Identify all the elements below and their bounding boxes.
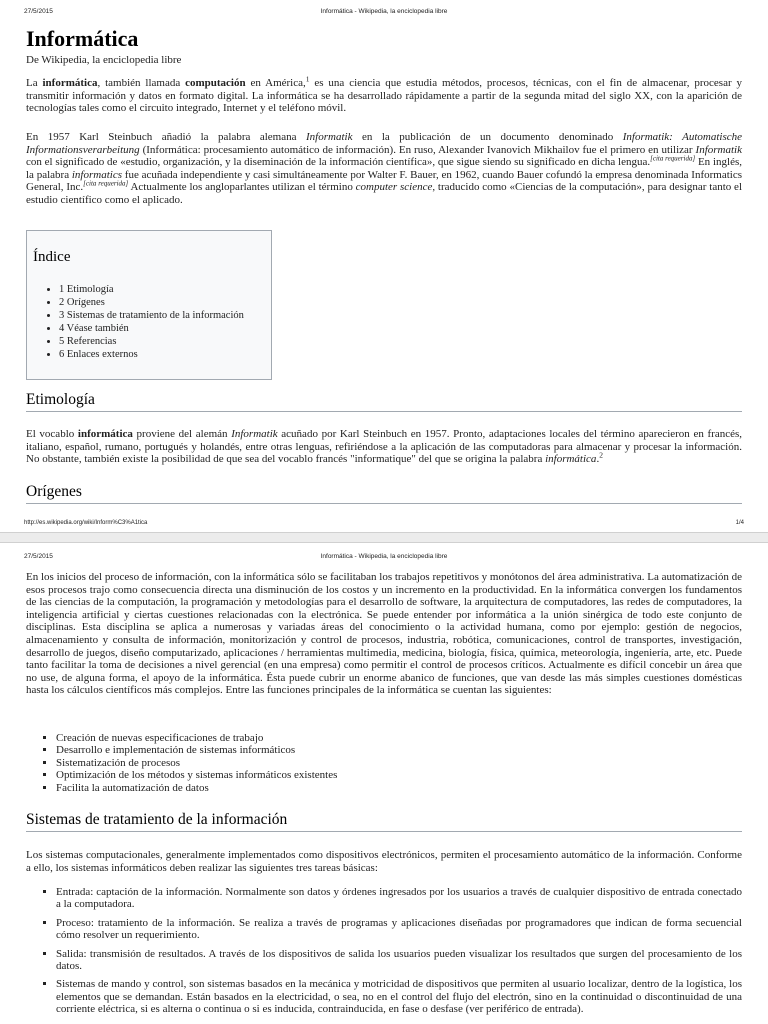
list-item: ▪ Desarrollo e implementación de sistemas informáticos (56, 744, 742, 756)
etimologia-paragraph (26, 428, 742, 466)
page-footer (24, 520, 744, 530)
reference-2[interactable]: 2 (599, 450, 603, 460)
page-separator (0, 532, 768, 543)
text: Actualmente los angloparlantes utilizan el término (128, 181, 356, 194)
list-item: ▪ Proceso: tratamiento de la información. Se realiza a través de programas y aplicaciones diseñadas por programadores que indican de forma secuencial cómo resolver un requerimiento. (56, 917, 742, 942)
bold-term: informática (77, 428, 133, 440)
functions-list-block (26, 732, 742, 794)
citation-needed[interactable]: [cita requerida] (650, 154, 696, 163)
tasks-list-block (26, 886, 742, 1022)
table-of-contents (26, 230, 272, 380)
text: en América, (245, 77, 306, 89)
footer-url[interactable]: http://es.wikipedia.org/wiki/Inform%C3%A1tica (24, 520, 148, 526)
page-subtitle: De Wikipedia, la enciclopedia libre (26, 54, 182, 66)
toc-item-referencias[interactable]: • 5 Referencias (59, 335, 244, 348)
toc-list (35, 283, 244, 361)
heading-text: Etimología (26, 391, 95, 408)
italic-term: Informatik (306, 131, 353, 143)
toc-item-sistemas[interactable]: • 3 Sistemas de tratamiento de la información (59, 309, 244, 322)
italic-term: Informatik: Automatische Informationsverarbeitung (26, 131, 743, 156)
text: , traducido como «Ciencias de la computación», para designar tanto el estudio científico como el aplicado. (26, 181, 743, 206)
italic-term: Informatik (695, 143, 742, 156)
text: En 1957 Karl Steinbuch añadió la palabra alemana (26, 131, 307, 143)
italic-term: informatics (71, 168, 122, 181)
text: El vocablo (26, 428, 78, 440)
italic-term: computer science (355, 181, 433, 194)
header-date: 27/5/2015 (24, 553, 53, 560)
intro-paragraph (26, 74, 742, 115)
text: fue acuñada independiente y casi simultáneamente por Walter F. Bauer, en 1962, cuando Bauer cofundó la empresa denominada Informatics General, Inc. (26, 168, 742, 194)
list-item: ▪ Sistematización de procesos (56, 757, 742, 769)
tasks-list (26, 886, 742, 1016)
text: es una ciencia que estudia métodos, procesos, técnicas, con el fin de almacenar, procesar y transmitir información y datos en formato digital. La informática se ha desarrollado rápidamente a partir de la segunda mitad del siglo XX, con la aparición de tecnologías tales como el circuito integrado, Internet y el teléfono móvil. (26, 77, 742, 115)
text: proviene del alemán (132, 428, 232, 440)
text: En inglés, la palabra (26, 156, 742, 181)
list-item: ▪ Entrada: captación de la información. Normalmente son datos y órdenes ingresados por los usuarios a través de cualquier dispositivo de entrada conectado a la computadora. (56, 886, 742, 911)
toc-item-etimologia[interactable]: • 1 Etimología (59, 283, 244, 296)
text: , también llamada (97, 77, 186, 89)
page-title: Informática (26, 26, 139, 51)
text: con el significado de «estudio, organización, y la diseminación de la información científica», que sigue siendo su significado en dicha lengua. (26, 156, 651, 169)
section-heading-sistemas (26, 811, 742, 832)
history-paragraph (26, 131, 742, 207)
section-heading-origenes (26, 483, 742, 504)
heading-text: Orígenes (26, 483, 82, 500)
toc-item-vease[interactable]: • 4 Véase también (59, 322, 244, 335)
page-2 (0, 545, 768, 1024)
header-date: 27/5/2015 (24, 8, 53, 15)
list-item: ▪ Optimización de los métodos y sistemas informáticos existentes (56, 769, 742, 781)
reference-1[interactable]: 1 (305, 74, 310, 84)
text: en la publicación de un documento denominado (352, 131, 623, 143)
heading-text: Sistemas de tratamiento de la información (26, 811, 288, 828)
list-item: ▪ Sistemas de mando y control, son sistemas basados en la mecánica y motricidad de dispositivos que permiten al usuario localizar, dentro de la logística, los elementos que se demandan. Están basados en la electricidad, o sea, no en el control del flujo del electrón, sino en la continuidad o discontinuidad de una corriente eléctrica, si es alterna o continua o si es inducida, contrainducida, en fase o desfase (ver periférico de entrada). (56, 978, 742, 1015)
toc-title: Índice (33, 249, 71, 265)
header-title: Informática - Wikipedia, la enciclopedia libre (320, 553, 448, 560)
bold-term: computación (185, 77, 246, 89)
toc-item-origenes[interactable]: • 2 Orígenes (59, 296, 244, 309)
italic-term: Informatik (231, 428, 278, 440)
sistemas-paragraph (26, 849, 742, 874)
paragraph-text: Los sistemas computacionales, generalmente implementados como dispositivos electrónicos, permiten el procesamiento automático de la información. Conforme a ello, los sistemas informáticos deben realizar las siguientes tres tareas básicas: (26, 849, 742, 874)
list-item: ▪ Creación de nuevas especificaciones de trabajo (56, 732, 742, 744)
page-header (24, 553, 744, 563)
origenes-paragraph (26, 571, 742, 697)
paragraph-text: En los inicios del proceso de información, con la informática sólo se facilitaban los trabajos repetitivos y monótonos del área administrativa. La automatización de esos procesos trajo como consecuencia directa una disminución de los costos y un incremento en la productividad. En la informática convergen los fundamentos de las ciencias de la computación, la programación y metodologías para el desarrollo de software, la arquitectura de computadores, las redes de computadores, la inteligencia artificial y ciertas cuestiones relacionadas con la electrónica. Se puede entender por informática a la unión sinérgica de todo este conjunto de disciplinas. Esta disciplina se aplica a numerosas y variadas áreas del conocimiento o la actividad humana, como por ejemplo: gestión de negocios, almacenamiento y consulta de información, monitorización y control de procesos, industria, robótica, comunicaciones, control de transportes, investigación, desarrollo de juegos, diseño computarizado, aplicaciones / herramientas multimedia, medicina, biología, física, química, meteorología, ingeniería, arte, etc. Puede tanto facilitar la toma de decisiones a nivel gerencial (en una empresa) como permitir el control de procesos críticos. Actualmente es difícil concebir un área que no use, de alguna forma, el apoyo de la informática. Ésta puede cubrir un enorme abanico de funciones, que van desde las más simples cuestiones domésticas hasta los cálculos científicos más complejos. Entre las funciones principales de la informática se cuentan las siguientes: (26, 571, 742, 697)
bold-term: informática (42, 77, 98, 89)
citation-needed[interactable]: [cita requerida] (83, 179, 129, 188)
functions-list (26, 732, 742, 794)
page-header (24, 8, 744, 18)
footer-page-number: 1/4 (735, 520, 744, 526)
text: acuñado por Karl Steinbuch en 1957. Pronto, adaptaciones locales del término aparecieron en francés, italiano, español, rumano, portugués y holandés, entre otras lenguas, refiriéndose a la aplicación de las computadoras para almacenar y procesar la información. No obstante, también existe la posibilidad de que sea del vocablo francés "informatique" del que se origina la palabra (26, 428, 742, 466)
toc-item-enlaces[interactable]: • 6 Enlaces externos (59, 348, 244, 361)
text: (Informática: procesamiento automático de información). En ruso, Alexander Ivanovich Mikhailov fue el primero en utilizar (139, 143, 696, 156)
header-title: Informática - Wikipedia, la enciclopedia libre (320, 8, 448, 15)
text: . (596, 453, 600, 466)
italic-term: informática (545, 453, 597, 466)
list-item: ▪ Facilita la automatización de datos (56, 782, 742, 794)
list-item: ▪ Salida: transmisión de resultados. A través de los dispositivos de salida los usuarios pueden visualizar los resultados que surgen del procesamiento de los datos. (56, 948, 742, 973)
text: La (26, 77, 43, 89)
section-heading-etimologia (26, 391, 742, 412)
